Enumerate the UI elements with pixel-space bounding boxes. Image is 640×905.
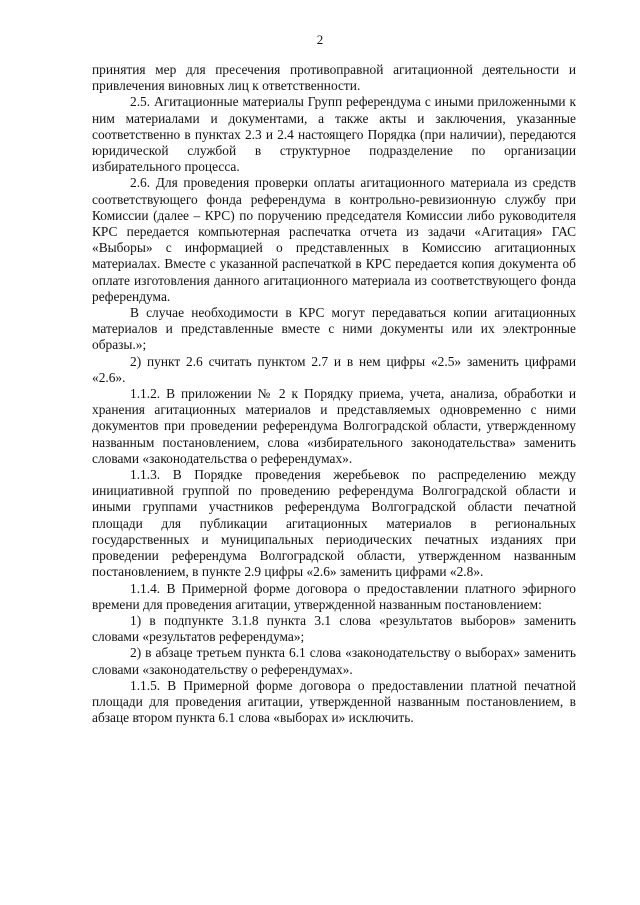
paragraph-item-2-renumber: 2) пункт 2.6 считать пунктом 2.7 и в нем цифры «2.5» заменить цифрами «2.6». (92, 353, 576, 385)
page-number: 2 (316, 32, 324, 47)
paragraph-1-1-4-item-2: 2) в абзаце третьем пункта 6.1 слова «законодательству о выборах» заменить словами «законодательству о референдумах». (92, 645, 576, 677)
paragraph-2-5: 2.5. Агитационные материалы Групп референдума с иными приложенными к ним материалами и документами, а также акты и заключения, указанные соответственно в пунктах 2.3 и 2.4 настоящего Порядка (при наличии), передаются юридической службой в структурное подразделение по организации избирательного процесса. (92, 94, 576, 175)
paragraph-1-1-2: 1.1.2. В приложении № 2 к Порядку приема, учета, анализа, обработки и хранения агитационных материалов и представляемых одновременно с ними документов при проведении референдума Волгоградской области, утвержденному названным постановлением, слова «избирательного законодательства» заменить словами «законодательства о референдумах». (92, 386, 576, 466)
paragraph-1-1-4-item-1: 1) в подпункте 3.1.8 пункта 3.1 слова «результатов выборов» заменить словами «результатов референдума»; (92, 612, 576, 645)
paragraph-1-1-4: 1.1.4. В Примерной форме договора о предоставлении платного эфирного времени для проведения агитации, утвержденной названным постановлением: (92, 580, 576, 612)
paragraph-1-1-5: 1.1.5. В Примерной форме договора о предоставлении платной печатной площади для проведения агитации, утвержденной названным постановлением, в абзаце втором пункта 6.1 слова «выборах и» исключить. (92, 677, 576, 726)
paragraph-1-1-3: 1.1.3. В Порядке проведения жеребьевок по распределению между инициативной группой по проведению референдума Волгоградской области и иными группами участников референдума Волгоградской области печатной площади для публикации агитационных материалов в региональных государственных и муниципальных периодических печатных изданиях при проведении референдума Волгоградской области, утвержденном названным постановлением, в пункте 2.9 цифры «2.6» заменить цифрами «2.8». (92, 467, 576, 580)
document-body (92, 62, 576, 726)
paragraph-continuation: принятия мер для пресечения противоправной агитационной деятельности и привлечения виновных лиц к ответственности. (92, 62, 576, 94)
paragraph-krs-copies: В случае необходимости в КРС могут передаваться копии агитационных материалов и представленные вместе с ними документы или их электронные образы.»; (92, 305, 576, 353)
paragraph-2-6: 2.6. Для проведения проверки оплаты агитационного материала из средств соответствующего фонда референдума в контрольно-ревизионную службу при Комиссии (далее – КРС) по поручению председателя Комиссии либо руководителя КРС передается компьютерная распечатка отчета из задачи «Агитация» ГАС «Выборы» с информацией о представленных в Комиссию агитационных материалах. Вместе с указанной распечаткой в КРС передается копия документа об оплате изготовления данного агитационного материала из соответствующего фонда референдума. (92, 175, 576, 304)
